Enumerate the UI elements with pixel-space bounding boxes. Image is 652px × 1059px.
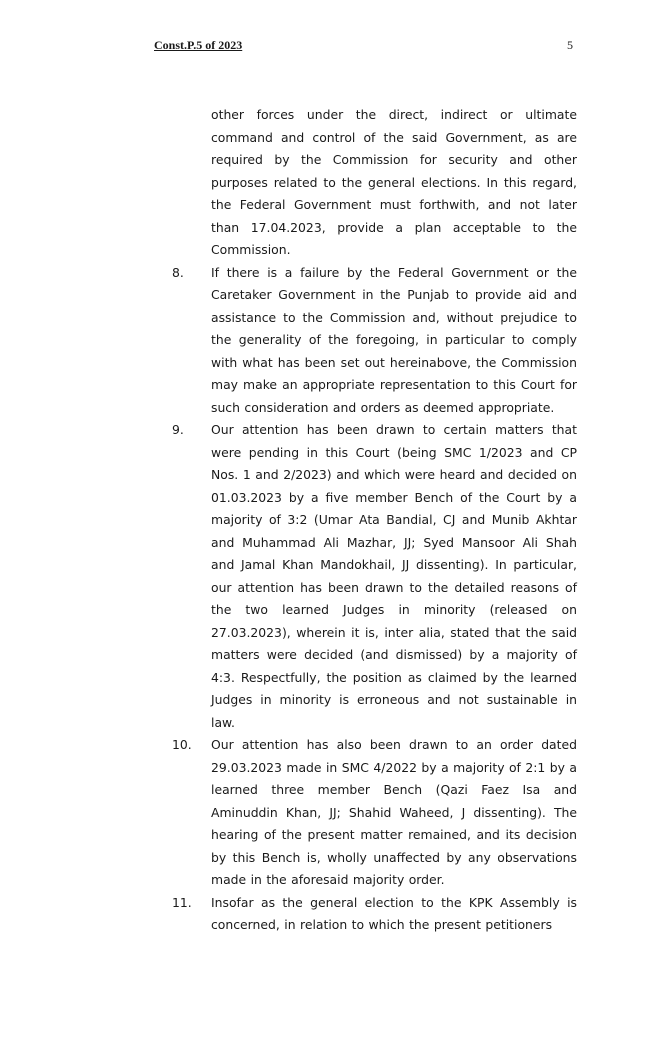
paragraph-number: 10. — [172, 737, 192, 752]
page-number: 5 — [567, 38, 573, 52]
paragraph-continuation — [172, 104, 577, 262]
paragraph-number: 11. — [172, 894, 192, 910]
paragraph-text: other forces under the direct, indirect or ultimate command and control of the said Government, as are required by the Commission for security and other purposes related to the general elections. In this regard, the Federal Government must forthwith, and not later than 17.04.2023, provide a plan acceptable to the Commission. — [211, 107, 577, 257]
paragraph-text: Our attention has also been drawn to an order dated 29.03.2023 made in SMC 4/2022 by a majority of 2:1 by a learned three member Bench (Qazi Faez Isa and Aminuddin Khan, JJ; Shahid Waheed, J dissenting). The hearing of the present matter remained, and its decision by this Bench is, wholly unaffected by any observations made in the aforesaid majority order. — [211, 737, 577, 887]
paragraph-text: If there is a failure by the Federal Government or the Caretaker Government in the Punjab to provide aid and assistance to the Commission and, without prejudice to the generality of the foregoing, in particular to comply with what has been set out hereinabove, the Commission may make an appropriate representation to this Court for such consideration and orders as deemed appropriate. — [211, 264, 577, 415]
paragraph-text: Our attention has been drawn to certain matters that were pending in this Court (being SMC 1/2023 and CP Nos. 1 and 2/2023) and which were heard and decided on 01.03.2023 by a five member Bench of the Court by a majority of 3:2 (Umar Ata Bandial, CJ and Munib Akhtar and Muhammad Ali Mazhar, JJ; Syed Mansoor Ali Shah and Jamal Khan Mandokhail, JJ dissenting). In particular, our attention has been drawn to the detailed reasons of the two learned Judges in minority (released on 27.03.2023), wherein it is, inter alia, stated that the said matters were decided (and dismissed) by a majority of 4:3. Respectfully, the position as claimed by the learned Judges in minority is erroneous and not sustainable in law. — [211, 422, 577, 730]
document-body — [172, 104, 577, 937]
paragraph-10 — [172, 734, 577, 892]
paragraph-number: 8. — [172, 264, 184, 280]
paragraph-text: Insofar as the general election to the KPK Assembly is concerned, in relation to which the present petitioners — [211, 894, 577, 932]
paragraph-number — [172, 104, 211, 262]
paragraph-number: 9. — [172, 422, 184, 437]
case-reference: Const.P.5 of 2023 — [154, 38, 243, 52]
paragraph-11 — [172, 892, 577, 937]
paragraph-9 — [172, 419, 577, 734]
paragraph-8 — [172, 262, 577, 420]
